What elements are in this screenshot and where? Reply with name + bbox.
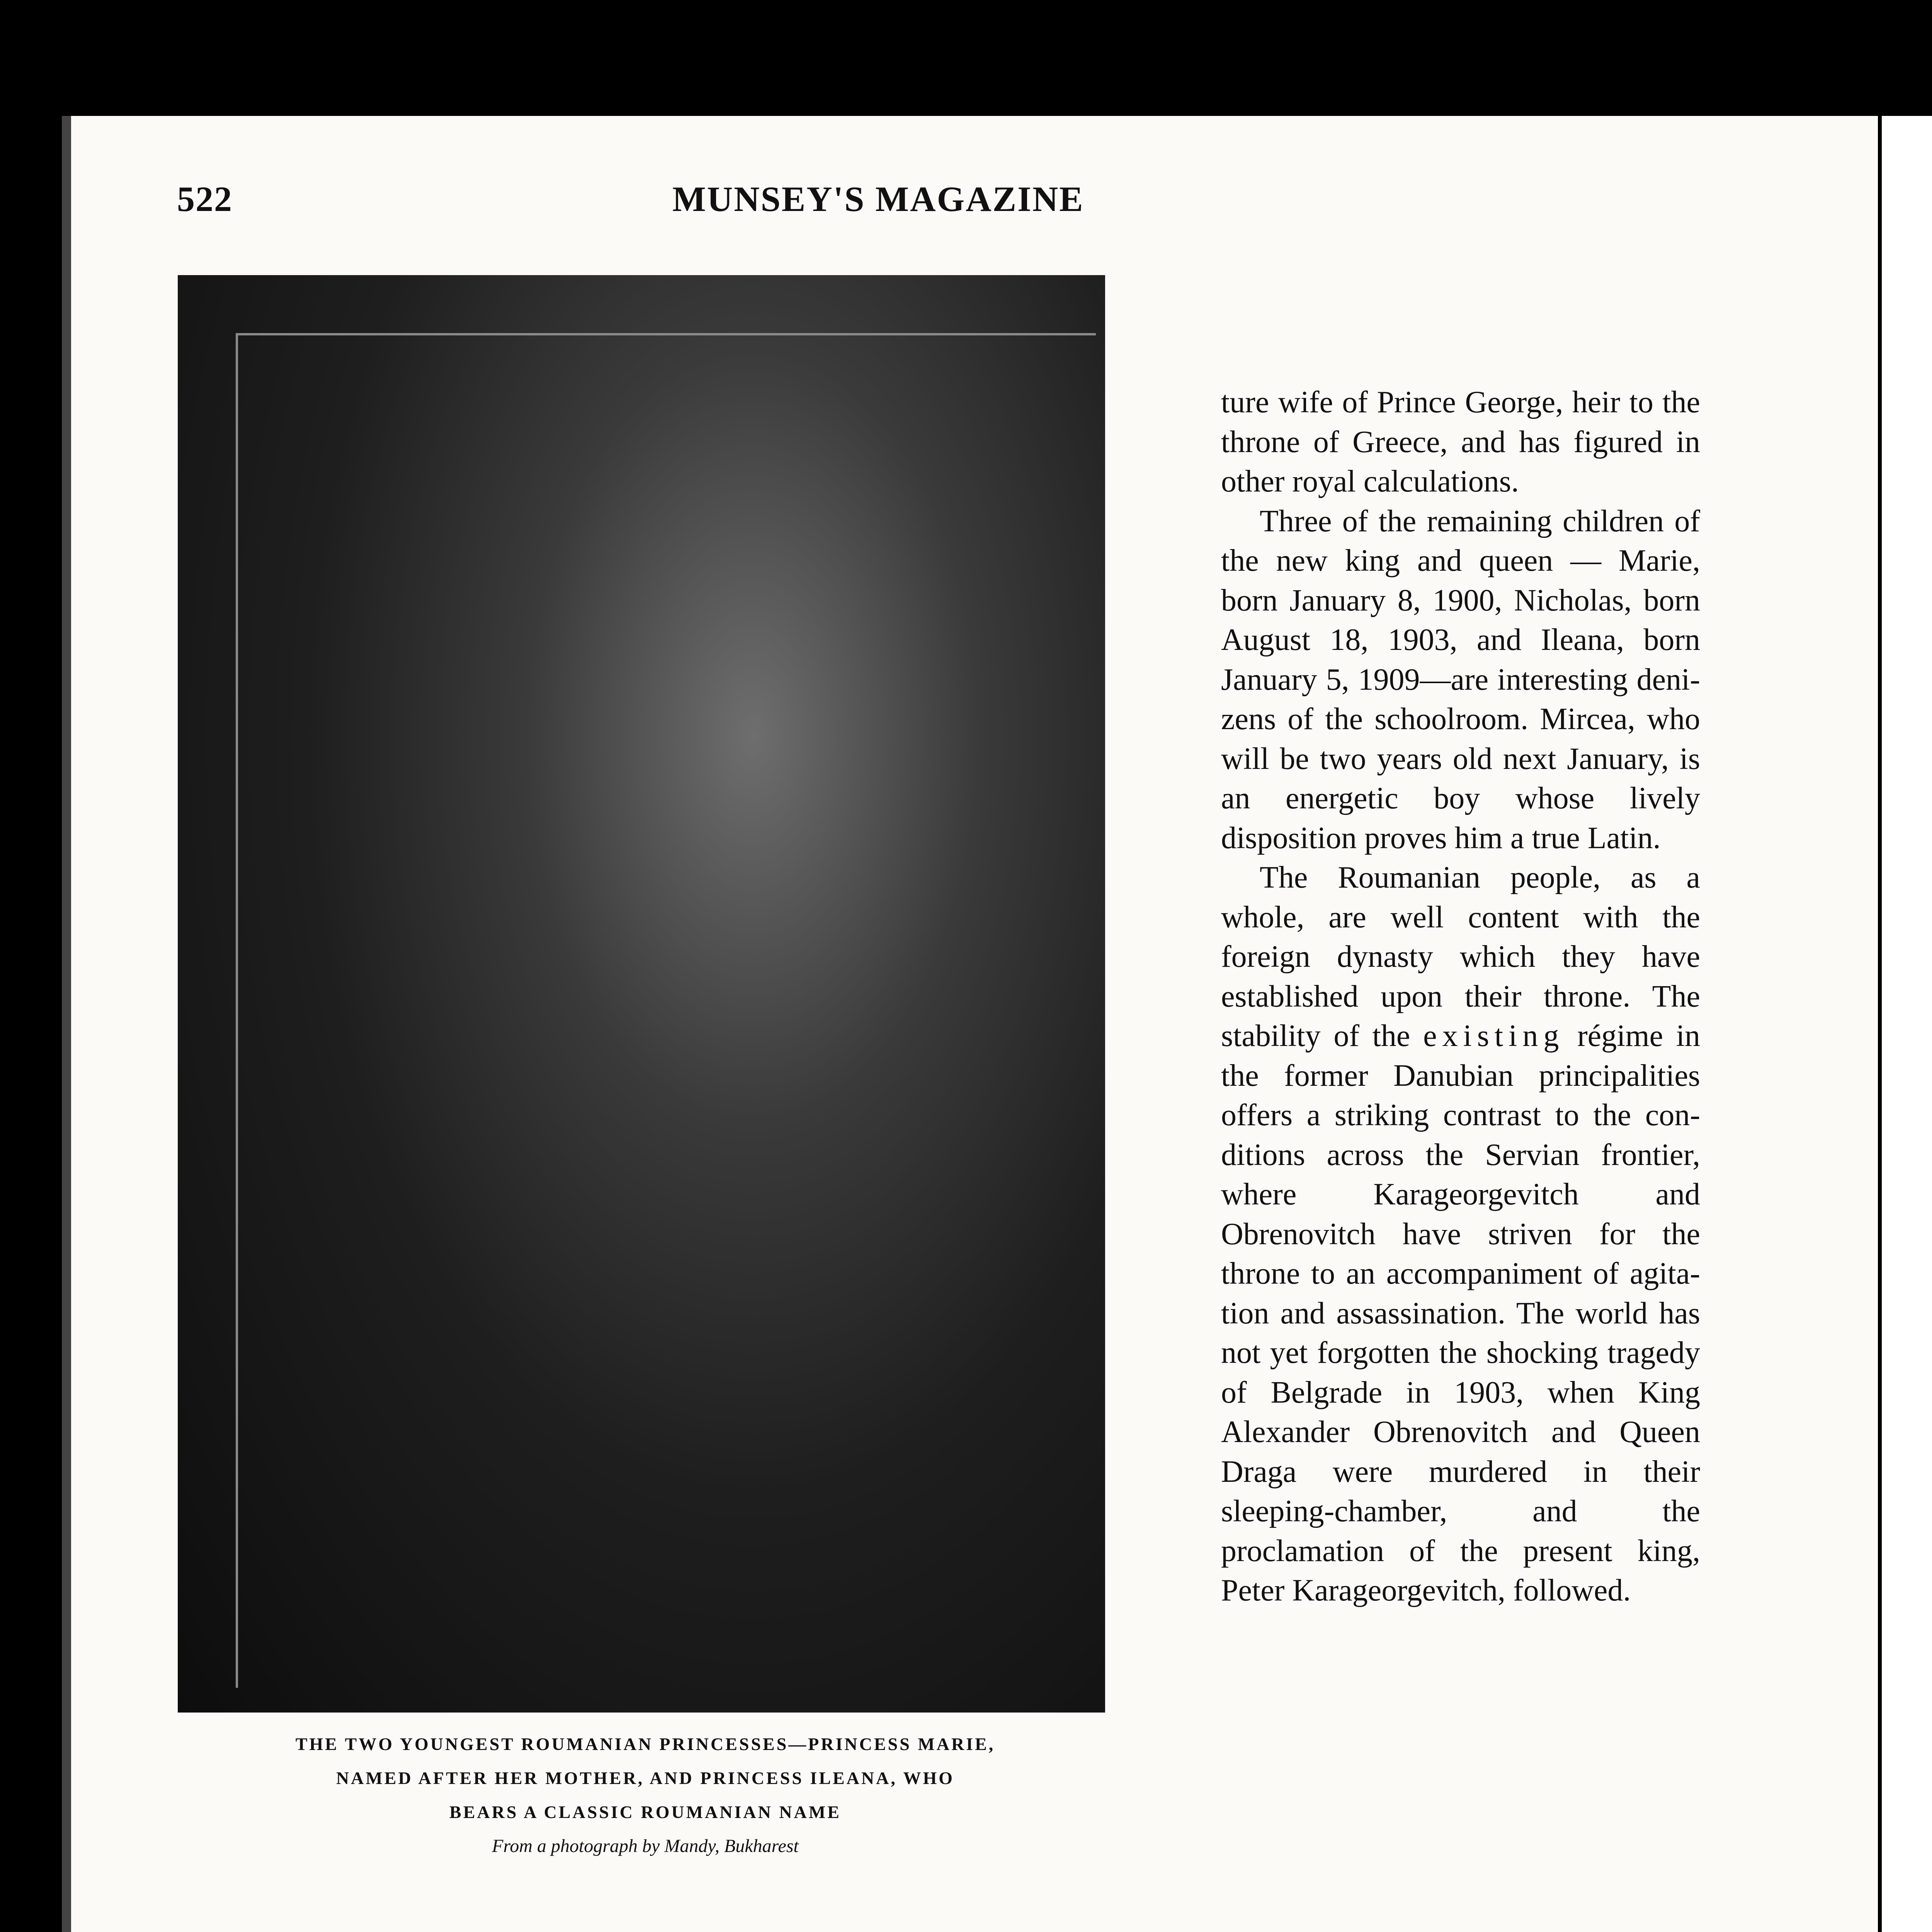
figure-caption: [182, 1727, 1109, 1829]
caption-line: NAMED AFTER HER MOTHER, AND PRINCESS ILEANA, WHO: [336, 1768, 955, 1788]
paragraph: Three of the remaining children of the new king and queen — Marie, born January 8, 1900, Nicholas, born August 18, 1903, and Ileana, born January 5, 1909—are interesting denizens of the schoolroom. Mircea, who will be two years old next January, is an energetic boy whose lively disposition proves him a true Latin.: [1221, 504, 1700, 855]
caption-line: THE TWO YOUNGEST ROUMANIAN PRINCESSES—PRINCESS MARIE,: [295, 1734, 995, 1754]
scan-border-right-line: [1878, 0, 1882, 1932]
running-head: MUNSEY'S MAGAZINE: [672, 179, 1084, 219]
page-gutter-shadow: [62, 116, 71, 1932]
paragraph: ture wife of Prince George, heir to the throne of Greece, and has figured in other royal calculations.: [1221, 385, 1700, 498]
scan-border-left: [0, 0, 62, 1932]
spaced-word: existing: [1423, 1019, 1565, 1053]
scan-border-top: [0, 0, 1932, 116]
paragraph-text: The Roumanian people, as a whole, are well content with the foreign dynasty which they have established upon their throne. The stability of the: [1221, 861, 1700, 1053]
text-column-right-top: [1221, 383, 1700, 1611]
page-number: 522: [177, 179, 233, 219]
paragraph-text: régime in the former Danubian principalities offers a striking contrast to the conditions across the Servian frontier, where Karageorgevitch and Obrenovitch have striven for the throne to an accompaniment of agitation and assassination. The world has not yet forgotten the shocking tragedy of Belgrade in 1903, when King Alexander Obrenovitch and Queen Draga were murdered in their sleeping-chamber, and the proclamation of the present king, Peter Karageorgevitch, followed.: [1221, 1019, 1701, 1607]
paragraph: [1221, 858, 1700, 1611]
photo-credit: From a photograph by Mandy, Bukharest: [492, 1836, 799, 1856]
caption-line: BEARS A CLASSIC ROUMANIAN NAME: [449, 1802, 841, 1822]
portrait-photograph: [178, 275, 1105, 1713]
photograph-inner-border: [236, 333, 1096, 1688]
